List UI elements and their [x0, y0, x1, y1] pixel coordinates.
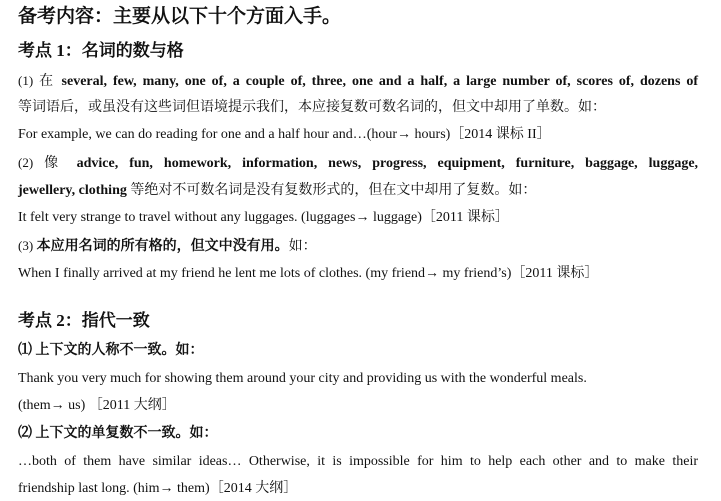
s1-p2-line2 — [18, 182, 536, 200]
section1-heading: 考点 1：名词的数与格 — [18, 41, 184, 60]
section2-heading: 考点 2：指代一致 — [18, 311, 150, 330]
s1-p2-line1 — [18, 154, 698, 173]
s1-p3-text: 本应用名词的所有格的，但文中没有用。 — [36, 239, 289, 254]
s2-p2-example2: friendship last long. (him→ them)［2014 大纲］ — [18, 481, 298, 496]
s1-p3-num: (3) — [18, 238, 34, 253]
s1-p1-example: For example, we can do reading for one and a half hour and…(hour→ hours)［2014 课标 II］ — [18, 127, 551, 142]
s1-p2-cont: 等绝对不可数名词是没有复数形式的，但在文中却用了复数。如： — [130, 183, 537, 198]
s1-p2-example: It felt very strange to travel without any luggages. (luggages→ luggage)［2011 课标］ — [18, 210, 509, 225]
s2-p1-fix: (them→ us) ［2011 大纲］ — [18, 398, 176, 413]
s1-p2-num: (2) — [18, 155, 34, 170]
page-title: 备考内容：主要从以下十个方面入手。 — [18, 6, 342, 27]
s1-p1-line1 — [18, 72, 698, 91]
s1-p2-lead: 像 — [44, 156, 66, 171]
s2-p1-example: Thank you very much for showing them around your city and providing us with the wonderful meals. — [18, 371, 587, 386]
s2-p2-label: ⑵ 上下文的单复数不一致。如： — [18, 426, 218, 441]
s1-p1-num: (1) — [18, 73, 34, 88]
s1-p1-words: several, few, many, one of, a couple of, three, one and a half, a large number of, scores of, dozens of — [61, 74, 699, 89]
s1-p1-cont: 等词语后，或虽没有这些词但语境提示我们，本应接复数可数名词的，但文中却用了单数。如： — [18, 100, 606, 115]
s1-p2-words2: jewellery, clothing — [18, 183, 127, 198]
s1-p3-example: When I finally arrived at my friend he lent me lots of clothes. (my friend→ my friend’s)［2011 课标］ — [18, 266, 599, 281]
s1-p1-lead: 在 — [39, 74, 56, 89]
s2-p2-example1: …both of them have similar ideas… Otherwise, it is impossible for him to help each other and to make their — [18, 454, 698, 469]
s2-p1-label: ⑴ 上下文的人称不一致。如： — [18, 343, 204, 358]
s1-p3-tail: 如： — [288, 239, 317, 254]
s1-p3-line1 — [18, 237, 317, 256]
s1-p2-words1: advice, fun, homework, information, news, progress, equipment, furniture, baggage, luggage, — [76, 156, 699, 171]
